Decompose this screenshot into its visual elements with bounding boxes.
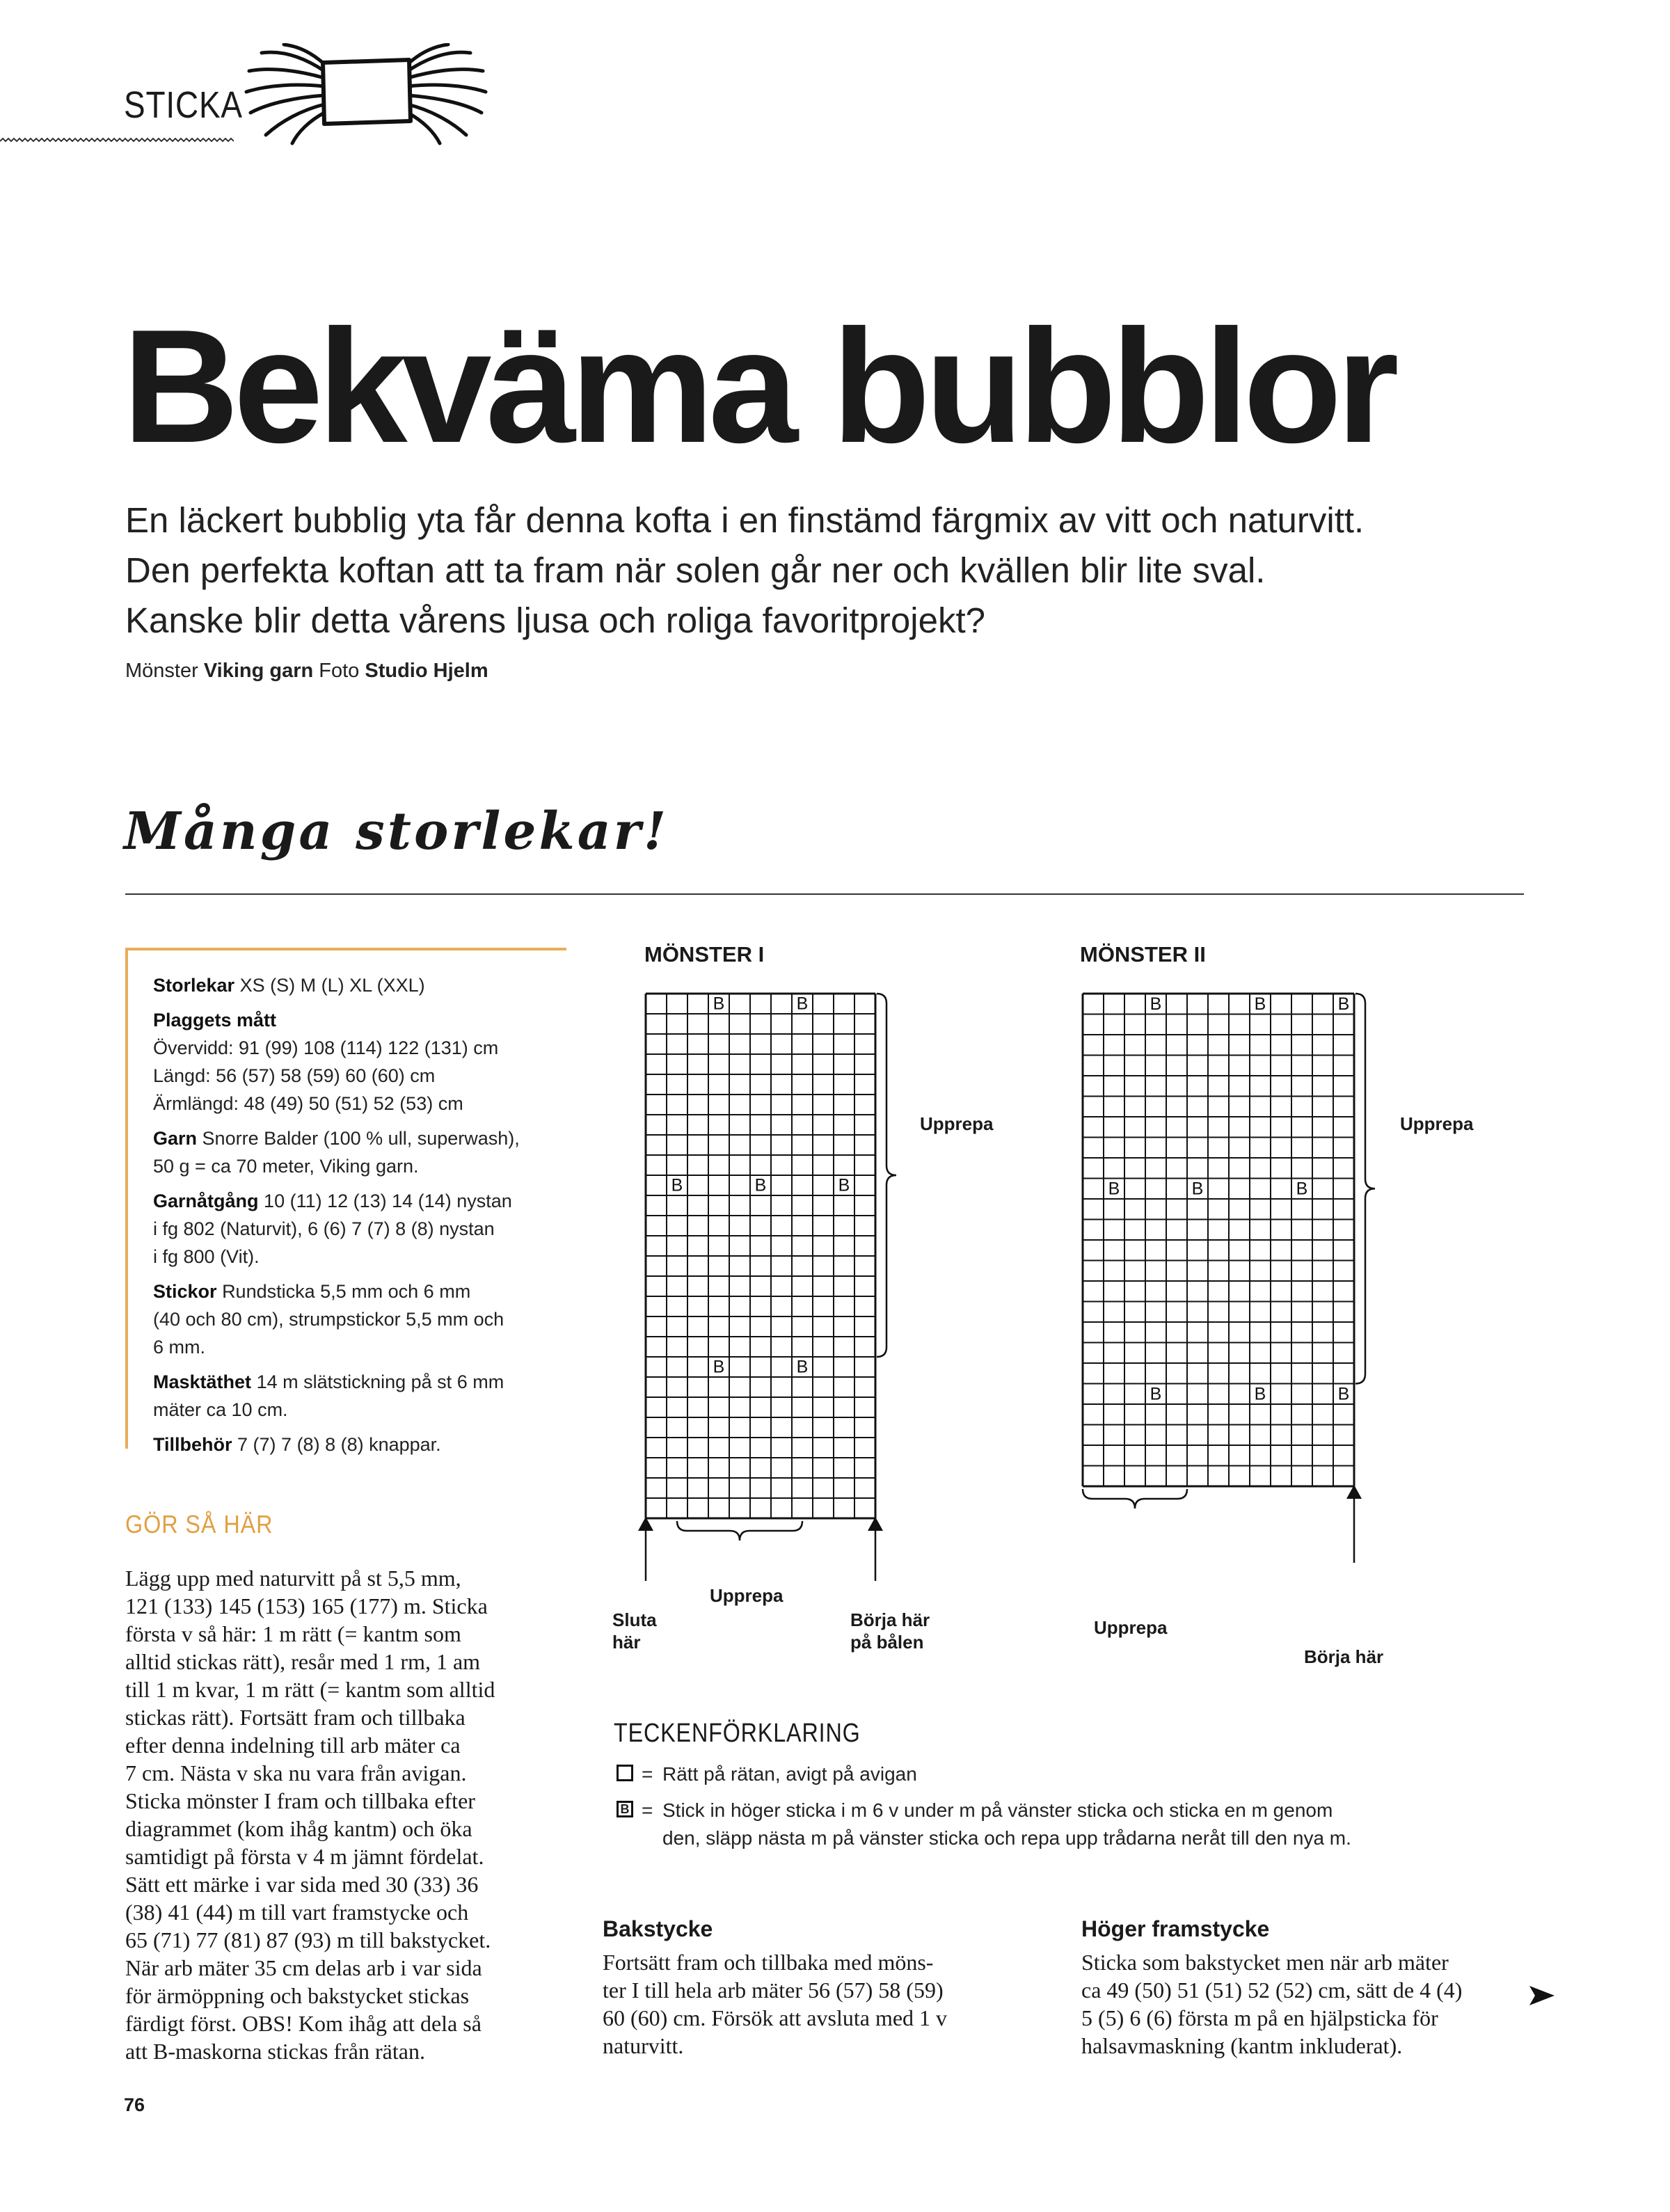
arrow-right-icon[interactable] bbox=[1528, 1984, 1556, 2007]
yarn-amount-line: i fg 800 (Vit). bbox=[153, 1246, 260, 1267]
chart2-right-arrow-up-icon bbox=[1346, 1485, 1362, 1499]
chart2-b-stitch: B bbox=[1337, 1384, 1350, 1404]
back-piece-line: 60 (60) cm. Försök att avsluta med 1 v bbox=[603, 2005, 948, 2030]
box-top-border bbox=[125, 948, 566, 950]
back-piece-line: ter I till hela arb mäter 56 (57) 58 (59) bbox=[603, 1978, 944, 2003]
chart1-b-stitch: B bbox=[796, 1357, 809, 1377]
chart1-b-stitch: B bbox=[838, 1175, 850, 1195]
yarn-line: Snorre Balder (100 % ull, superwash), bbox=[202, 1128, 520, 1149]
instructions-line: diagrammet (kom ihåg kantm) och öka bbox=[125, 1816, 472, 1841]
accessories-value: 7 (7) 7 (8) 8 (8) knappar. bbox=[237, 1434, 441, 1455]
chart2-b-stitch: B bbox=[1150, 1384, 1162, 1404]
accessories-label: Tillbehör bbox=[153, 1434, 232, 1455]
yarn-amount-line: i fg 802 (Naturvit), 6 (6) 7 (7) 8 (8) nystan bbox=[153, 1218, 495, 1239]
chart1-b-stitch: B bbox=[713, 1357, 725, 1377]
chart1-end-line: här bbox=[612, 1632, 641, 1653]
pattern-label: Mönster bbox=[125, 660, 198, 682]
chart1-b-stitch: B bbox=[671, 1175, 683, 1195]
instructions-line: att B-maskorna stickas från rätan. bbox=[125, 2039, 425, 2064]
right-front-line: 5 (5) 6 (6) första m på en hjälpsticka för bbox=[1081, 2005, 1438, 2030]
chart1-start-line: på bålen bbox=[850, 1632, 924, 1653]
materials-text bbox=[153, 971, 557, 1465]
right-front-text bbox=[1081, 1948, 1527, 2060]
materials-box bbox=[125, 948, 566, 1455]
b-square-icon: B bbox=[617, 1801, 633, 1817]
photo-label: Foto bbox=[319, 660, 360, 682]
chart1-bottom-repeat-bracket bbox=[677, 1521, 802, 1541]
back-piece-line: Fortsätt fram och tillbaka med möns- bbox=[603, 1950, 934, 1975]
chart2-bottom-repeat-bracket bbox=[1083, 1489, 1187, 1509]
chart1-b-stitch: B bbox=[754, 1175, 767, 1195]
gauge-line: 14 m slätstickning på st 6 mm bbox=[256, 1371, 504, 1392]
yarn-line: 50 g = ca 70 meter, Viking garn. bbox=[153, 1156, 419, 1177]
needles-line: (40 och 80 cm), strumpstickor 5,5 mm och bbox=[153, 1309, 504, 1330]
chart2-bottom-repeat-label: Upprepa bbox=[1094, 1617, 1168, 1638]
intro-line: Den perfekta koftan att ta fram när solen går ner och kvällen blir lite sval. bbox=[125, 550, 1266, 590]
instructions-line: till 1 m kvar, 1 m rätt (= kantm som alltid bbox=[125, 1677, 495, 1702]
chart2-b-stitch: B bbox=[1108, 1179, 1120, 1199]
legend-equals: = bbox=[642, 1763, 653, 1785]
chart1-repeat-bracket bbox=[877, 994, 896, 1357]
box-left-border bbox=[125, 948, 128, 1449]
back-piece-line: naturvitt. bbox=[603, 2033, 684, 2058]
instructions-line: Lägg upp med naturvitt på st 5,5 mm, bbox=[125, 1566, 461, 1591]
empty-square-icon bbox=[617, 1765, 633, 1781]
instructions-line: för ärmöppning och bakstycket stickas bbox=[125, 1983, 470, 2008]
heading-rule bbox=[125, 893, 1524, 895]
intro-line: Kanske blir detta vårens ljusa och roliga favoritprojekt? bbox=[125, 600, 985, 640]
legend bbox=[617, 1760, 1521, 1861]
chart2-b-stitch: B bbox=[1296, 1179, 1308, 1199]
legend-item-bubble bbox=[617, 1797, 1521, 1852]
instructions-line: När arb mäter 35 cm delas arb i var sida bbox=[125, 1955, 482, 1980]
gauge-line: mäter ca 10 cm. bbox=[153, 1399, 288, 1420]
sizes-value: XS (S) M (L) XL (XXL) bbox=[239, 975, 425, 996]
chart2-b-stitch: B bbox=[1150, 994, 1162, 1015]
credits bbox=[125, 660, 488, 683]
instructions-text bbox=[125, 1564, 571, 2065]
yarn-amount-line: 10 (11) 12 (13) 14 (14) nystan bbox=[264, 1191, 512, 1211]
instructions-line: 121 (133) 145 (153) 165 (177) m. Sticka bbox=[125, 1593, 488, 1618]
legend-heading: TECKENFÖRKLARING bbox=[614, 1719, 861, 1748]
chart1-start-line: Börja här bbox=[850, 1609, 930, 1630]
legend-item-knit bbox=[617, 1760, 1521, 1788]
chart1-bottom-repeat-label: Upprepa bbox=[710, 1585, 784, 1606]
chart1-left-arrow-up-icon bbox=[638, 1517, 653, 1531]
legend-item-text: Rätt på rätan, avigt på avigan bbox=[662, 1763, 917, 1785]
page-number: 76 bbox=[124, 2094, 145, 2115]
yarn-skein-icon bbox=[241, 43, 491, 148]
right-front-line: ca 49 (50) 51 (51) 52 (52) cm, sätt de 4 (4) bbox=[1081, 1978, 1463, 2003]
instructions-line: färdigt först. OBS! Kom ihåg att dela så bbox=[125, 2011, 482, 2036]
yarn-amount-label: Garnåtgång bbox=[153, 1191, 259, 1211]
measurement-line: Längd: 56 (57) 58 (59) 60 (60) cm bbox=[153, 1065, 436, 1086]
chart2-b-stitch: B bbox=[1337, 994, 1350, 1015]
legend-equals: = bbox=[642, 1799, 653, 1821]
chart2-b-stitch: B bbox=[1191, 1179, 1204, 1199]
back-piece-heading: Bakstycke bbox=[603, 1916, 713, 1941]
chart2-repeat-bracket bbox=[1355, 994, 1375, 1384]
sizes-script-heading: Många storlekar! bbox=[124, 802, 669, 861]
chart2-b-stitch: B bbox=[1254, 1384, 1266, 1404]
intro-text bbox=[125, 495, 1531, 646]
chart1-title: MÖNSTER I bbox=[644, 942, 765, 966]
instructions-line: Sticka mönster I fram och tillbaka efter bbox=[125, 1788, 475, 1813]
instructions-line: alltid stickas rätt), resår med 1 rm, 1 am bbox=[125, 1649, 481, 1674]
instructions-line: samtidigt på första v 4 m jämnt fördelat. bbox=[125, 1844, 484, 1869]
chart1-right-arrow-up-icon bbox=[868, 1517, 883, 1531]
measurement-line: Övervidd: 91 (99) 108 (114) 122 (131) cm bbox=[153, 1037, 499, 1058]
instructions-heading: GÖR SÅ HÄR bbox=[125, 1510, 273, 1538]
instructions-line: (38) 41 (44) m till vart framstycke och bbox=[125, 1900, 469, 1925]
legend-item-text: den, släpp nästa m på vänster sticka och repa upp trådarna neråt till den nya m. bbox=[662, 1827, 1351, 1849]
instructions-line: 7 cm. Nästa v ska nu vara från avigan. bbox=[125, 1760, 467, 1785]
yarn-label: Garn bbox=[153, 1128, 198, 1149]
needles-line: 6 mm. bbox=[153, 1337, 206, 1358]
intro-line: En läckert bubblig yta får denna kofta i en finstämd färgmix av vitt och naturvitt. bbox=[125, 500, 1365, 540]
instructions-line: första v så här: 1 m rätt (= kantm som bbox=[125, 1621, 461, 1646]
right-front-line: halsavmaskning (kantm inkluderat). bbox=[1081, 2033, 1403, 2058]
legend-item-text: Stick in höger sticka i m 6 v under m på vänster sticka och sticka en m genom bbox=[662, 1799, 1333, 1821]
chart2-b-stitch: B bbox=[1254, 994, 1266, 1015]
right-front-heading: Höger framstycke bbox=[1081, 1916, 1270, 1941]
page-title: Bekväma bubblor bbox=[122, 296, 1394, 477]
needles-line: Rundsticka 5,5 mm och 6 mm bbox=[222, 1281, 471, 1302]
chart2-title: MÖNSTER II bbox=[1080, 942, 1206, 966]
chart2-repeat-label: Upprepa bbox=[1400, 1113, 1474, 1134]
chart1-start-label bbox=[850, 1609, 930, 1653]
chart1-end-label bbox=[612, 1609, 657, 1653]
sizes-label: Storlekar bbox=[153, 975, 235, 996]
instructions-line: efter denna indelning till arb mäter ca bbox=[125, 1733, 461, 1758]
instructions-line: 65 (71) 77 (81) 87 (93) m till bakstycket. bbox=[125, 1927, 491, 1952]
chart2-start-label: Börja här bbox=[1304, 1646, 1384, 1667]
pattern-value: Viking garn bbox=[203, 660, 314, 682]
instructions-line: stickas rätt). Fortsätt fram och tillbaka bbox=[125, 1705, 466, 1730]
right-front-line: Sticka som bakstycket men när arb mäter bbox=[1081, 1950, 1449, 1975]
section-label: STICKA bbox=[124, 84, 243, 126]
chart1-end-line: Sluta bbox=[612, 1609, 657, 1630]
measurement-line: Ärmlängd: 48 (49) 50 (51) 52 (53) cm bbox=[153, 1093, 463, 1114]
instructions-line: Sätt ett märke i var sida med 30 (33) 36 bbox=[125, 1872, 479, 1897]
zigzag-rule bbox=[0, 136, 234, 143]
needles-label: Stickor bbox=[153, 1281, 217, 1302]
photo-value: Studio Hjelm bbox=[365, 660, 488, 682]
gauge-label: Masktäthet bbox=[153, 1371, 252, 1392]
chart1-repeat-label: Upprepa bbox=[920, 1113, 994, 1134]
chart1-b-stitch: B bbox=[713, 994, 725, 1014]
chart1-b-stitch: B bbox=[796, 994, 809, 1014]
measurements-label: Plaggets mått bbox=[153, 1010, 277, 1031]
back-piece-text bbox=[603, 1948, 1034, 2060]
